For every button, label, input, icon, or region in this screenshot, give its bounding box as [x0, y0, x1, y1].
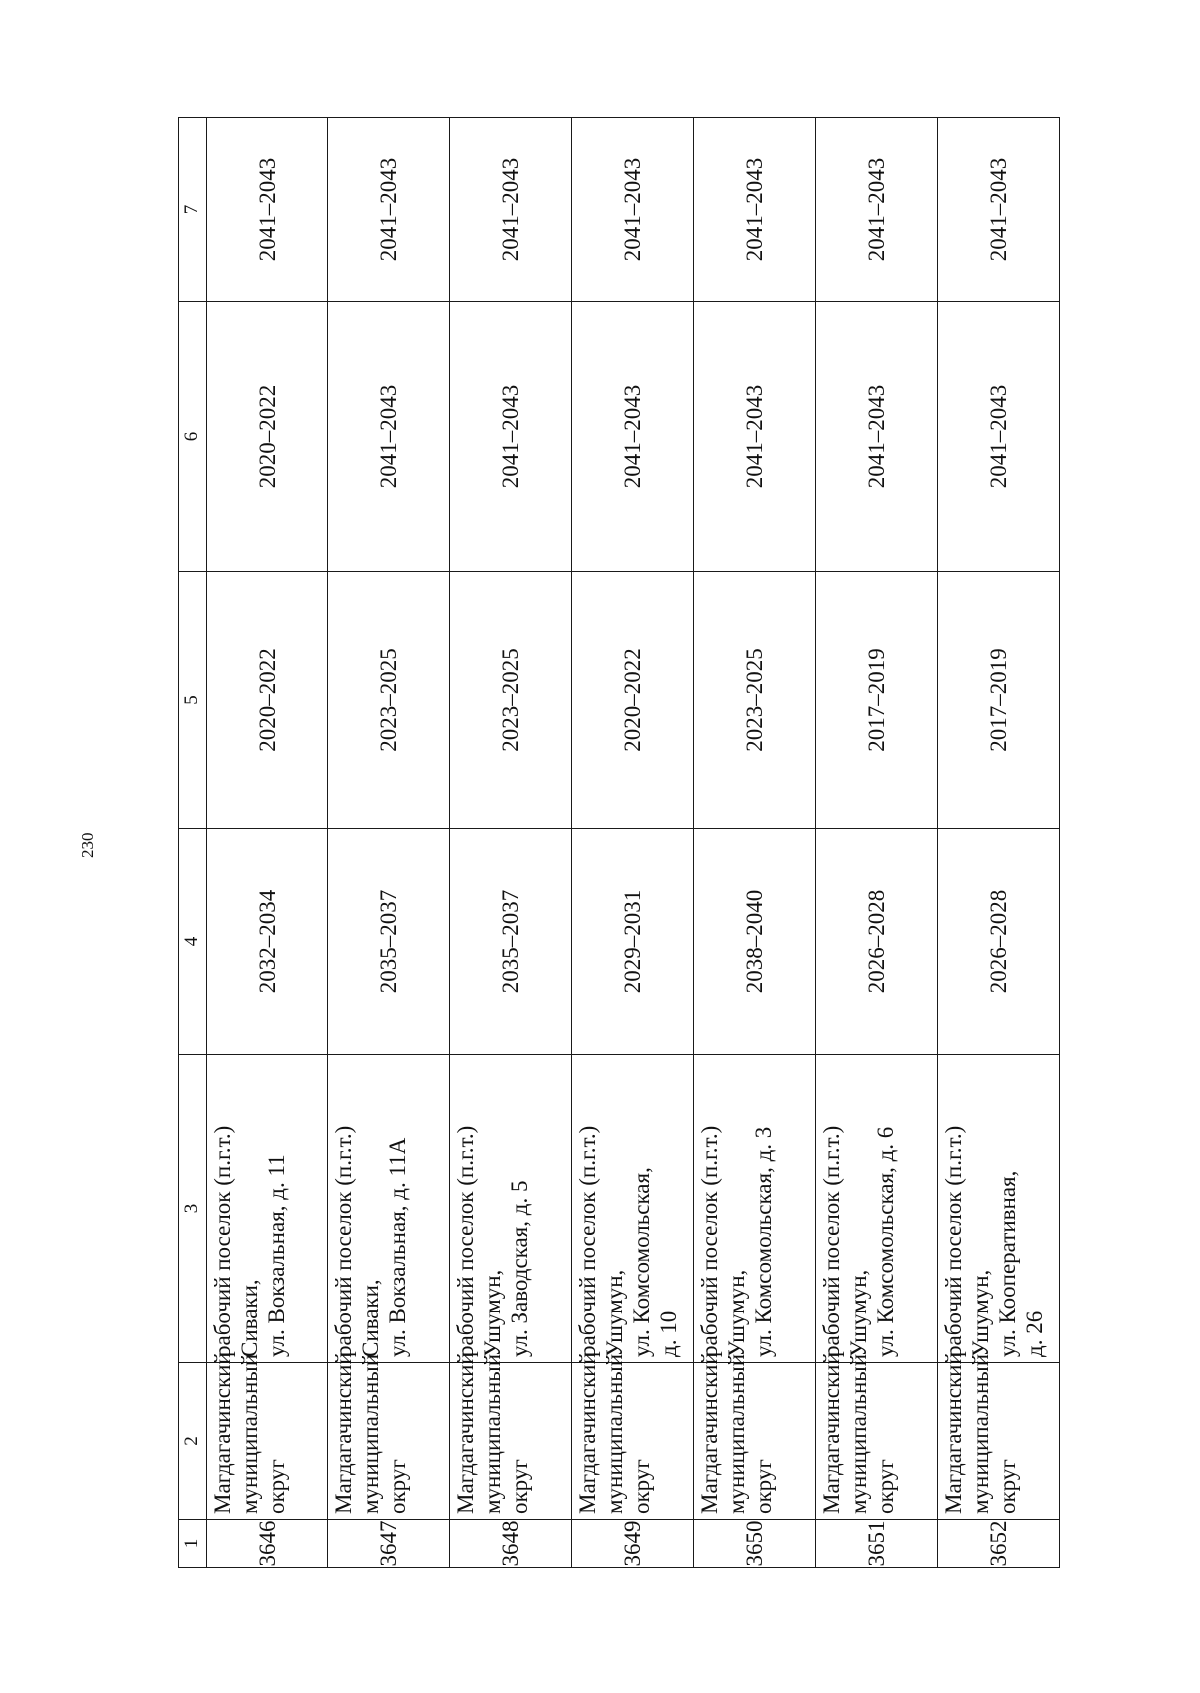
- district-line: округ: [385, 1459, 411, 1514]
- address-line: д. 26: [1022, 1310, 1047, 1357]
- table-row: [328, 118, 450, 1568]
- period-col5: 2020–2022: [572, 572, 694, 829]
- address-cell: [938, 1055, 1060, 1363]
- district-cell: [694, 1352, 816, 1520]
- address-line: рабочий поселок (п.г.т.): [453, 1125, 479, 1357]
- address-cell: [816, 1055, 938, 1363]
- row-number: 3646: [206, 1520, 328, 1568]
- address-line: Сиваки,: [358, 1279, 384, 1357]
- row-number: 3649: [572, 1520, 694, 1568]
- address-line: Ушумун,: [846, 1269, 872, 1357]
- address-cell: [572, 1055, 694, 1363]
- district-cell: [938, 1352, 1060, 1520]
- district-line: Магдагачинский: [575, 1352, 601, 1514]
- address-line: Ушумун,: [724, 1269, 750, 1357]
- period-col6: 2041–2043: [694, 302, 816, 572]
- address-line: рабочий поселок (п.г.т.): [697, 1125, 723, 1357]
- address-line: ул. Кооперативная,: [995, 1170, 1020, 1357]
- row-number: 3651: [816, 1520, 938, 1568]
- address-line: рабочий поселок (п.г.т.): [331, 1125, 357, 1357]
- table-row: [206, 118, 328, 1568]
- period-col7: 2041–2043: [450, 118, 572, 302]
- table-row: [816, 118, 938, 1568]
- schedule-table: [178, 117, 1060, 1568]
- district-cell: [206, 1352, 328, 1520]
- district-cell: [816, 1352, 938, 1520]
- period-col5: 2017–2019: [938, 572, 1060, 829]
- period-col6: 2041–2043: [572, 302, 694, 572]
- period-col6: 2041–2043: [450, 302, 572, 572]
- address-line: ул. Заводская, д. 5: [507, 1180, 533, 1357]
- address-cell: [450, 1055, 572, 1363]
- district-line: Магдагачинский: [697, 1352, 723, 1514]
- period-col5: 2023–2025: [450, 572, 572, 829]
- column-number: 5: [179, 572, 207, 829]
- period-col5: 2023–2025: [694, 572, 816, 829]
- district-line: Магдагачинский: [819, 1352, 845, 1514]
- page-number: 230: [78, 832, 97, 858]
- period-col4: 2029–2031: [572, 829, 694, 1055]
- period-col4: 2026–2028: [816, 829, 938, 1055]
- district-line: Магдагачинский: [331, 1352, 357, 1514]
- district-line: муниципальный: [480, 1353, 506, 1514]
- period-col7: 2041–2043: [694, 118, 816, 302]
- district-line: Магдагачинский: [453, 1352, 479, 1514]
- district-line: муниципальный: [968, 1353, 993, 1514]
- district-line: муниципальный: [724, 1353, 750, 1514]
- district-cell: [450, 1352, 572, 1520]
- address-line: Ушумун,: [968, 1269, 993, 1357]
- period-col7: 2041–2043: [572, 118, 694, 302]
- period-col7: 2041–2043: [938, 118, 1060, 302]
- address-line: д. 10: [656, 1310, 682, 1357]
- row-number: 3652: [938, 1520, 1060, 1568]
- district-line: округ: [995, 1459, 1020, 1514]
- row-number: 3647: [328, 1520, 450, 1568]
- period-col5: 2017–2019: [816, 572, 938, 829]
- table-row: [572, 118, 694, 1568]
- row-number: 3648: [450, 1520, 572, 1568]
- address-line: ул. Вокзальная, д. 11: [263, 1154, 289, 1357]
- table-row: [938, 118, 1060, 1568]
- column-number: 3: [179, 1055, 207, 1363]
- table-row: [450, 118, 572, 1568]
- district-line: округ: [507, 1459, 533, 1514]
- period-col4: 2035–2037: [328, 829, 450, 1055]
- district-line: округ: [751, 1459, 777, 1514]
- address-line: Ушумун,: [480, 1269, 506, 1357]
- address-cell: [328, 1055, 450, 1363]
- address-line: рабочий поселок (п.г.т.): [941, 1125, 966, 1357]
- address-line: Сиваки,: [236, 1279, 262, 1357]
- address-line: ул. Комсомольская,: [629, 1167, 655, 1357]
- district-line: муниципальный: [358, 1353, 384, 1514]
- period-col4: 2035–2037: [450, 829, 572, 1055]
- period-col7: 2041–2043: [816, 118, 938, 302]
- address-line: рабочий поселок (п.г.т.): [819, 1125, 845, 1357]
- column-number: 4: [179, 829, 207, 1055]
- address-cell: [694, 1055, 816, 1363]
- period-col5: 2020–2022: [206, 572, 328, 829]
- district-cell: [572, 1352, 694, 1520]
- address-line: ул. Комсомольская, д. 3: [751, 1126, 777, 1357]
- period-col4: 2026–2028: [938, 829, 1060, 1055]
- column-number: 7: [179, 118, 207, 302]
- rotated-table-wrapper: [178, 118, 1060, 1568]
- address-line: ул. Комсомольская, д. 6: [873, 1126, 899, 1357]
- period-col6: 2041–2043: [328, 302, 450, 572]
- district-line: Магдагачинский: [941, 1352, 966, 1514]
- district-cell: [328, 1352, 450, 1520]
- column-number: 2: [179, 1363, 207, 1520]
- row-number: 3650: [694, 1520, 816, 1568]
- district-line: Магдагачинский: [209, 1352, 235, 1514]
- address-line: рабочий поселок (п.г.т.): [209, 1125, 235, 1357]
- period-col6: 2041–2043: [816, 302, 938, 572]
- district-line: округ: [629, 1459, 655, 1514]
- column-number: 1: [179, 1520, 207, 1568]
- period-col5: 2023–2025: [328, 572, 450, 829]
- table-row: [694, 118, 816, 1568]
- district-line: округ: [873, 1459, 899, 1514]
- district-line: муниципальный: [602, 1353, 628, 1514]
- period-col7: 2041–2043: [328, 118, 450, 302]
- address-line: Ушумун,: [602, 1269, 628, 1357]
- column-number: 6: [179, 302, 207, 572]
- period-col4: 2032–2034: [206, 829, 328, 1055]
- district-line: муниципальный: [236, 1353, 262, 1514]
- period-col7: 2041–2043: [206, 118, 328, 302]
- district-line: округ: [263, 1459, 289, 1514]
- period-col6: 2020–2022: [206, 302, 328, 572]
- district-line: муниципальный: [846, 1353, 872, 1514]
- period-col6: 2041–2043: [938, 302, 1060, 572]
- table-body: [179, 118, 1060, 1568]
- column-number-row: [179, 118, 207, 1568]
- period-col4: 2038–2040: [694, 829, 816, 1055]
- address-line: рабочий поселок (п.г.т.): [575, 1125, 601, 1357]
- address-line: ул. Вокзальная, д. 11А: [385, 1137, 411, 1357]
- address-cell: [206, 1055, 328, 1363]
